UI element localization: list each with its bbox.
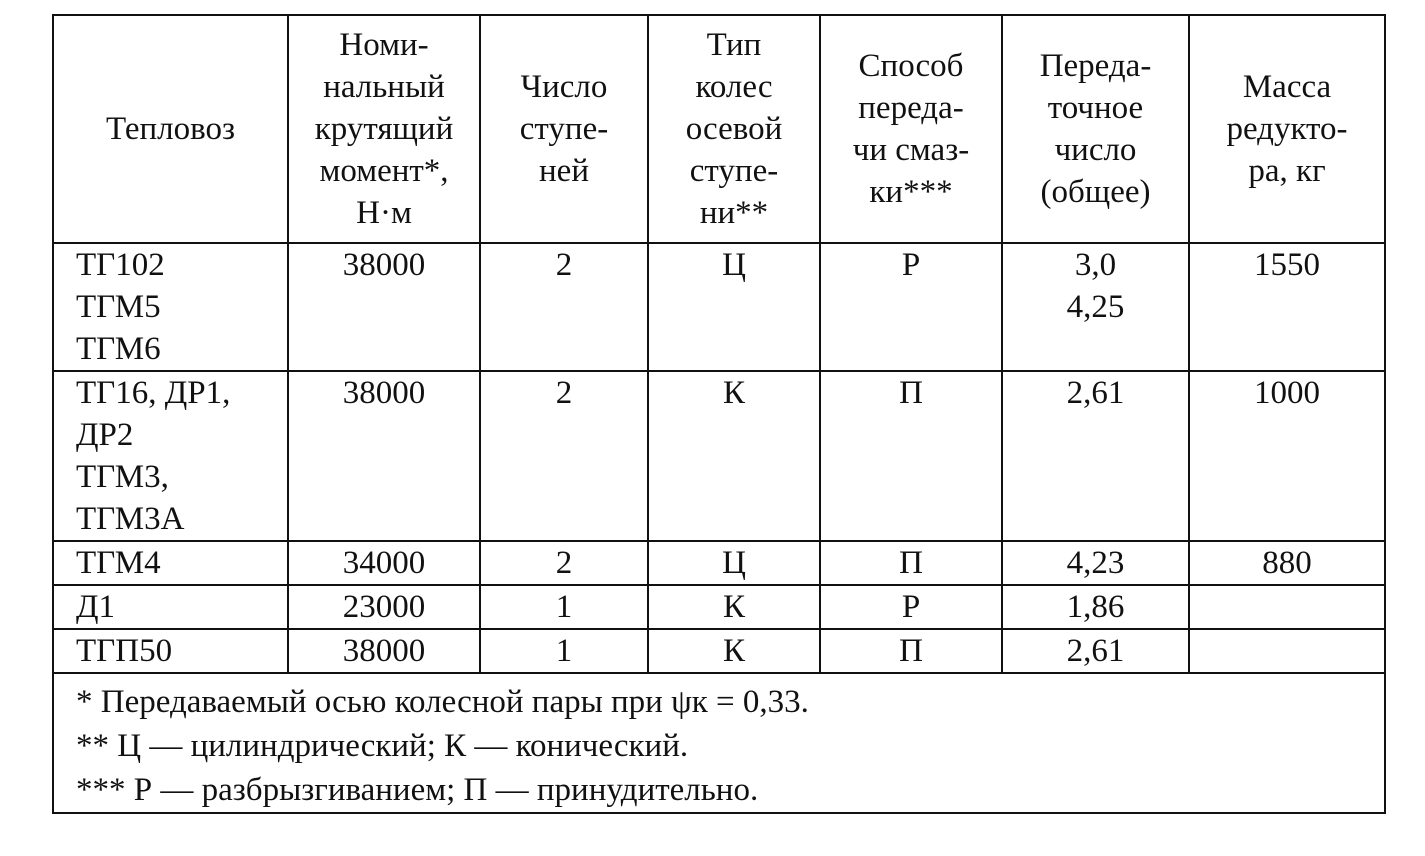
cell-locomotive (53, 585, 288, 629)
cell-ratio (1002, 243, 1189, 371)
cell-stages: 1 (480, 585, 648, 629)
cell-locomotive-line: ТГП50 (76, 633, 173, 669)
cell-ratio-line: 4,23 (1066, 545, 1125, 581)
header-ratio-line: (общее) (1040, 174, 1151, 210)
cell-locomotive-line: ТГМ3, (76, 459, 169, 495)
cell-mass: 880 (1189, 541, 1385, 585)
cell-locomotive-line: ДР2 (76, 417, 134, 453)
cell-lubrication: П (820, 541, 1002, 585)
cell-lubrication: Р (820, 585, 1002, 629)
header-torque-line: нальный (323, 69, 445, 105)
cell-wheel-type: К (648, 371, 820, 541)
header-wheel-type-line: ступе- (689, 153, 779, 189)
cell-lubrication: Р (820, 243, 1002, 371)
table-row (53, 629, 1385, 673)
header-stages-line: ней (539, 153, 589, 189)
header-ratio-line: точное (1047, 90, 1144, 126)
cell-locomotive-line: ТГМ5 (76, 289, 161, 325)
header-wheel-type (648, 15, 820, 243)
cell-locomotive-line: ТГМ3А (76, 501, 185, 537)
note-lubrication: *** Р — разбрызгиванием; П — принудительно. (76, 772, 759, 808)
cell-locomotive-line: ТГМ4 (76, 545, 161, 581)
table-row (53, 371, 1385, 541)
cell-wheel-type: Ц (648, 243, 820, 371)
cell-locomotive (53, 243, 288, 371)
cell-torque: 34000 (288, 541, 480, 585)
cell-ratio-line: 3,0 (1074, 247, 1117, 283)
header-stages-line: Число (520, 69, 608, 105)
note-wheel-type: ** Ц — цилиндрический; К — конический. (76, 728, 689, 764)
table-row (53, 541, 1385, 585)
header-torque-line: Н·м (356, 195, 412, 231)
cell-ratio-line: 4,25 (1066, 289, 1125, 325)
header-lubrication-line: Способ (858, 48, 964, 84)
cell-wheel-type: Ц (648, 541, 820, 585)
header-torque-line: крутящий (314, 111, 454, 147)
cell-mass (1189, 629, 1385, 673)
gearbox-table (52, 14, 1386, 814)
table-row (53, 243, 1385, 371)
cell-ratio-line: 2,61 (1066, 633, 1125, 669)
cell-lubrication: П (820, 629, 1002, 673)
cell-mass: 1550 (1189, 243, 1385, 371)
cell-wheel-type: К (648, 585, 820, 629)
header-wheel-type-line: колес (695, 69, 773, 105)
cell-locomotive (53, 541, 288, 585)
cell-wheel-type: К (648, 629, 820, 673)
header-ratio-line: Переда- (1039, 48, 1152, 84)
cell-ratio (1002, 371, 1189, 541)
header-ratio-line: число (1054, 132, 1137, 168)
header-mass-line: редукто- (1226, 111, 1348, 147)
cell-torque: 23000 (288, 585, 480, 629)
cell-ratio (1002, 629, 1189, 673)
header-mass (1189, 15, 1385, 243)
header-wheel-type-line: Тип (706, 27, 762, 63)
cell-locomotive-line: ТГ102 (76, 247, 165, 283)
header-lubrication-line: переда- (858, 90, 964, 126)
cell-locomotive (53, 629, 288, 673)
cell-ratio (1002, 585, 1189, 629)
cell-ratio (1002, 541, 1189, 585)
header-row (53, 15, 1385, 243)
cell-ratio-line: 2,61 (1066, 375, 1125, 411)
header-ratio (1002, 15, 1189, 243)
cell-torque: 38000 (288, 371, 480, 541)
header-wheel-type-line: ни** (699, 195, 769, 231)
table-body (53, 243, 1385, 673)
header-wheel-type-line: осевой (685, 111, 783, 147)
header-stages-line: ступе- (519, 111, 609, 147)
header-locomotive-line: Тепловоз (105, 111, 236, 147)
cell-stages: 1 (480, 629, 648, 673)
table-row (53, 585, 1385, 629)
header-torque-line: Номи- (339, 27, 429, 63)
cell-mass (1189, 585, 1385, 629)
header-lubrication-line: ки*** (869, 174, 953, 210)
cell-torque: 38000 (288, 629, 480, 673)
cell-stages: 2 (480, 243, 648, 371)
cell-locomotive (53, 371, 288, 541)
cell-torque: 38000 (288, 243, 480, 371)
cell-lubrication: П (820, 371, 1002, 541)
cell-locomotive-line: Д1 (76, 589, 116, 625)
cell-mass: 1000 (1189, 371, 1385, 541)
header-locomotive (53, 15, 288, 243)
cell-locomotive-line: ТГМ6 (76, 331, 161, 367)
note-torque: * Передаваемый осью колесной пары при ψк = 0,33. (76, 684, 809, 720)
header-torque-line: момент*, (319, 153, 449, 189)
header-lubrication (820, 15, 1002, 243)
cell-ratio-line: 1,86 (1066, 589, 1125, 625)
header-mass-line: Масса (1242, 69, 1332, 105)
header-torque (288, 15, 480, 243)
header-lubrication-line: чи смаз- (852, 132, 970, 168)
header-stages (480, 15, 648, 243)
cell-stages: 2 (480, 371, 648, 541)
notes-row (53, 673, 1385, 813)
header-mass-line: ра, кг (1248, 153, 1326, 189)
cell-stages: 2 (480, 541, 648, 585)
notes-cell (53, 673, 1385, 813)
cell-locomotive-line: ТГ16, ДР1, (76, 375, 231, 411)
